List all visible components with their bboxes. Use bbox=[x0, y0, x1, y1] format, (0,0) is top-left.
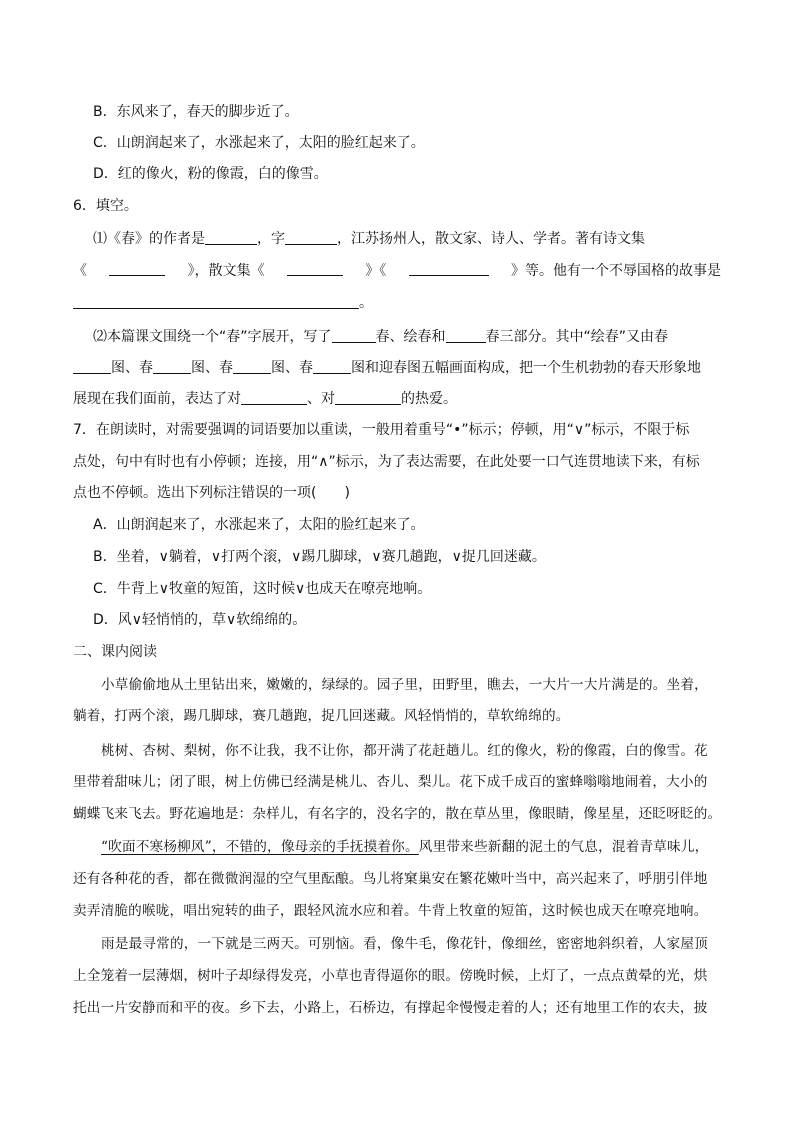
blank[interactable] bbox=[205, 230, 257, 245]
q5-option-b: B．东风来了，春天的脚步近了。 bbox=[93, 104, 299, 120]
passage-line: 蝴蝶飞来飞去。野花遍地是：杂样儿，有名字的，没名字的，散在草丛里，像眼睛，像星星，还眨呀眨的。 bbox=[73, 806, 722, 822]
q6-part1-line3: 。 bbox=[73, 293, 373, 313]
q5-option-d: D．红的像火，粉的像霞，白的像雪。 bbox=[93, 166, 328, 182]
q7-stem-line3: 点也不停顿。选出下列标注错误的一项( ) bbox=[73, 485, 350, 501]
passage-line: 小草偷偷地从土里钻出来，嫩嫩的，绿绿的。园子里，田野里，瞧去，一大片一大片满是的。坐着， bbox=[101, 677, 708, 693]
blank[interactable] bbox=[313, 359, 351, 374]
q6-part2-line1: ⑵本篇课文围绕一个“春”字展开，写了 春、绘春和 春三部分。其中“绘春”又由春 bbox=[93, 329, 669, 345]
blank[interactable] bbox=[332, 328, 376, 343]
passage-line: 桃树、杏树、梨树，你不让我，我不让你，都开满了花赶趟儿。红的像火，粉的像霞，白的像雪。花 bbox=[101, 743, 708, 759]
blank[interactable] bbox=[287, 261, 343, 276]
blank[interactable] bbox=[73, 359, 111, 374]
blank[interactable] bbox=[73, 294, 359, 309]
q6-part1-line1: ⑴《春》的作者是 ，字 ，江苏扬州人，散文家、诗人、学者。著有诗文集 bbox=[93, 231, 645, 247]
passage-line: “吹面不寒杨柳风”，不错的，像母亲的手抚摸着你。风里带来些新翻的泥土的气息，混着青草味儿， bbox=[101, 839, 709, 855]
blank[interactable] bbox=[241, 390, 307, 405]
blank[interactable] bbox=[335, 390, 401, 405]
passage-line: 卖弄清脆的喉咙，唱出宛转的曲子，跟轻风流水应和着。牛背上牧童的短笛，这时候也成天在嘹亮地响。 bbox=[73, 903, 708, 919]
q7-stem-line1: 7．在朗读时，对需要强调的词语要加以重读，一般用着重号“•”标示；停顿，用“∨”标示，不限于标 bbox=[73, 422, 690, 438]
passage-line: 里带着甜味儿；闭了眼，树上仿佛已经满是桃儿、杏儿、梨儿。花下成千成百的蜜蜂嗡嗡地闹着，大小的 bbox=[73, 774, 708, 790]
q6-part2-line3: 展现在我们面前，表达了对 、对 的热爱。 bbox=[73, 391, 457, 407]
q6-part1-line2: 《 》，散文集《 》《 》等。他有一个不辱国格的故事是 bbox=[73, 263, 721, 279]
underlined-sentence: “吹面不寒杨柳风”，不错的，像母亲的手抚摸着你。 bbox=[101, 839, 419, 855]
blank[interactable] bbox=[446, 328, 486, 343]
q7-option-b: B．坐着，∨躺着，∨打两个滚，∨踢几脚球，∨赛几趟跑，∨捉几回迷藏。 bbox=[93, 549, 546, 565]
passage-line: 上全笼着一层薄烟，树叶子却绿得发亮，小草也青得逼你的眼。傍晚时候，上灯了，一点点黄晕的光，烘 bbox=[73, 968, 708, 984]
blank[interactable] bbox=[153, 359, 191, 374]
passage-line: 躺着，打两个滚，踢几脚球，赛几趟跑，捉几回迷藏。风轻悄悄的，草软绵绵的。 bbox=[73, 708, 570, 724]
q6-title: 6．填空。 bbox=[73, 198, 138, 214]
passage-line: 托出一片安静而和平的夜。乡下去，小路上，石桥边，有撑起伞慢慢走着的人；还有地里工作的农夫，披 bbox=[73, 1000, 708, 1016]
passage-line: 还有各种花的香，都在微微润湿的空气里酝酿。鸟儿将窠巢安在繁花嫩叶当中，高兴起来了，呼朋引伴地 bbox=[73, 871, 708, 887]
q7-option-d: D．风∨轻悄悄的，草∨软绵绵的。 bbox=[93, 612, 307, 628]
q7-option-c: C．牛背上∨牧童的短笛，这时候∨也成天在嘹亮地响。 bbox=[93, 581, 432, 597]
blank[interactable] bbox=[233, 359, 271, 374]
passage-line: 雨是最寻常的，一下就是三两天。可别恼。看，像牛毛，像花针，像细丝，密密地斜织着，人家屋顶 bbox=[101, 936, 708, 952]
blank[interactable] bbox=[409, 261, 489, 276]
q5-option-c: C．山朗润起来了，水涨起来了，太阳的脸红起来了。 bbox=[93, 135, 425, 151]
section-heading: 二、课内阅读 bbox=[73, 644, 157, 660]
blank[interactable] bbox=[285, 230, 337, 245]
blank[interactable] bbox=[109, 261, 165, 276]
q6-part2-line2: 图、春 图、春 图、春 图和迎春图五幅画面构成，把一个生机勃勃的春天形象地 bbox=[73, 358, 701, 378]
q7-option-a: A．山朗润起来了，水涨起来了，太阳的脸红起来了。 bbox=[93, 517, 425, 533]
q7-stem-line2: 点处，句中有时也有小停顿；连接，用“∧”标示，为了表达需要，在此处要一口气连贯地读下来，有标 bbox=[73, 454, 700, 470]
